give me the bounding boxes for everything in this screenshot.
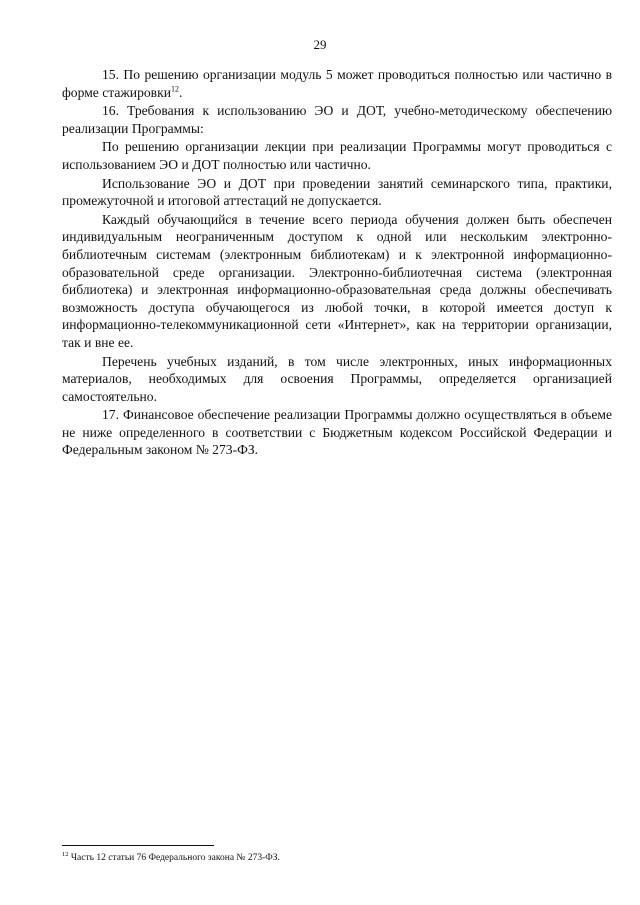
footnote-marker: 12: [62, 850, 69, 858]
paragraph-tail: .: [178, 84, 183, 100]
document-body: [62, 66, 612, 459]
page-number: 29: [313, 37, 327, 52]
footnote-reference: 12: [170, 84, 179, 94]
footnote-separator: [62, 845, 214, 846]
paragraph-lectures: По решению организации лекции при реализации Программы могут проводиться с использованием ЭО и ДОТ полностью или частично.: [62, 139, 612, 172]
paragraph-publications: Перечень учебных изданий, в том числе электронных, иных информационных материалов, необходимых для освоения Программы, определяется организацией самостоятельно.: [62, 353, 612, 404]
paragraph-item-15: [62, 66, 612, 101]
paragraph-seminars: Использование ЭО и ДОТ при проведении занятий семинарского типа, практики, промежуточной и итоговой аттестаций не допускается.: [62, 175, 612, 209]
paragraph-item-17: 17. Финансовое обеспечение реализации Программы должно осуществляться в объеме не ниже определенного в соответствии с Бюджетным кодексом Российской Федерации и Федеральным законом № 273-ФЗ.: [62, 407, 612, 458]
paragraph-item-16: 16. Требования к использованию ЭО и ДОТ, учебно-методическому обеспечению реализации Программы:: [62, 103, 612, 136]
footnote-text: Часть 12 статьи 76 Федерального закона № 273-ФЗ.: [70, 853, 280, 863]
paragraph-text: 15. По решению организации модуль 5 может проводиться полностью или частично в форме стажировки: [62, 67, 612, 100]
footnote: [62, 852, 612, 864]
paragraph-library-access: Каждый обучающийся в течение всего периода обучения должен быть обеспечен индивидуальным неограниченным доступом к одной или нескольким электронно-библиотечным системам (электронным библиотекам) и к электронной информационно-образовательной среде организации. Электронно-библиотечная система (электронная библиотека) и электронная информационно-образовательная среда должны обеспечивать возможность доступа обучающегося из любой точки, в которой имеется доступ к информационно-телекоммуникационной сети «Интернет», как на территории организации, так и вне ее.: [62, 211, 612, 350]
